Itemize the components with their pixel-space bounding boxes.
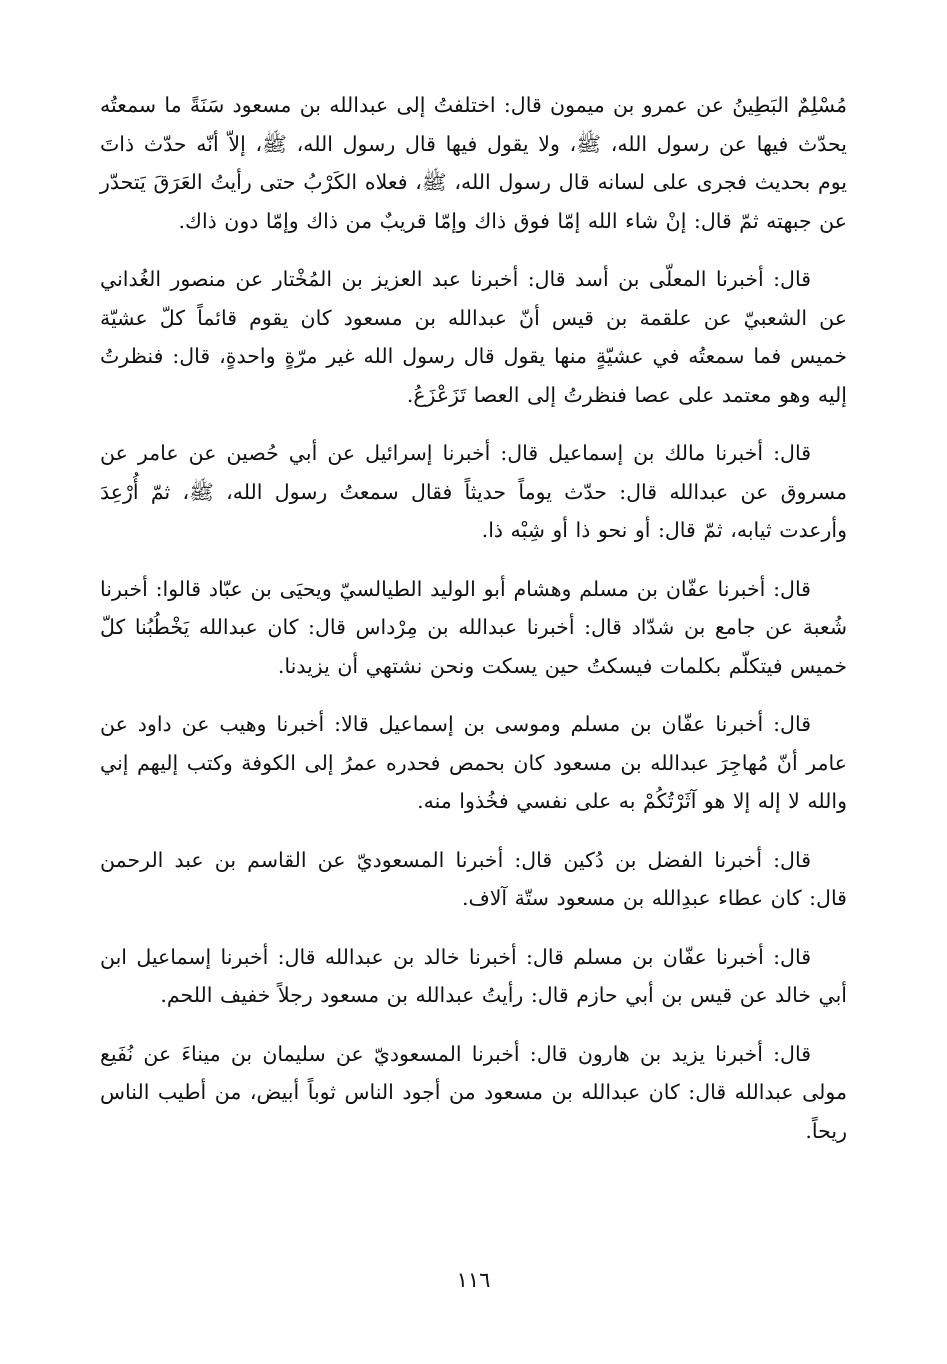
page-number: ١١٦ — [456, 1268, 491, 1292]
paragraph-3: قال: أخبرنا مالك بن إسماعيل قال: أخبرنا إسرائيل عن أبي حُصين عن عامر عن مسروق عن عبدالله قال: حدّث يوماً حديثاً فقال سمعتُ رسول الله، ﷺ، ثمّ أُرْعِدَ وأرعدت ثيابه، ثمّ قال: أو نحو ذا أو شِبْه ذا. — [100, 441, 847, 542]
paragraph-7: قال: أخبرنا عفّان بن مسلم قال: أخبرنا خالد بن عبدالله قال: أخبرنا إسماعيل ابن أبي خالد عن قيس بن أبي حازم قال: رأيتُ عبدالله بن مسعود رجلاً خفيف اللحم. — [100, 944, 847, 1007]
paragraph-6: قال: أخبرنا الفضل بن دُكين قال: أخبرنا المسعوديّ عن القاسم بن عبد الرحمن قال: كان عطاء عبدِالله بن مسعود ستّة آلاف. — [100, 847, 847, 910]
paragraph-8: قال: أخبرنا يزيد بن هارون قال: أخبرنا المسعوديّ عن سليمان بن ميناءَ عن نُفَيع مولى عبدالله قال: كان عبدالله بن مسعود من أجود الناس ثوباً أبيض، من أطيب الناس ريحاً. — [100, 1041, 847, 1143]
paragraph-5: قال: أخبرنا عفّان بن مسلم وموسى بن إسماعيل قالا: أخبرنا وهيب عن داود عن عامر أنّ مُهاجِرَ عبدالله بن مسعود كان بحمص فحدره عمرُ إلى الكوفة وكتب إليهم إني والله لا إله إلا هو آثَرْتُكُمْ به على نفسي فخُذوا منه. — [100, 712, 847, 813]
page-body — [100, 86, 847, 1170]
paragraph-1: مُسْلِمٌ البَطِينُ عن عمرو بن ميمون قال: اختلفتُ إلى عبدالله بن مسعود سَنَةً ما سمعتُه يحدّث فيها عن رسول الله، ﷺ، ولا يقول فيها قال رسول الله، ﷺ، إلاّ أنّه حدّث ذاتَ يوم بحديث فجرى على لسانه قال رسول الله، ﷺ، فعلاه الكَرْبُ حتى رأيتُ العَرَقَ يَتحدّر عن جبهته ثمّ قال: إنْ شاء الله إمّا فوق ذاك وإمّا قريبٌ من ذاك وإمّا دون ذاك. — [100, 93, 847, 233]
paragraph-2: قال: أخبرنا المعلّى بن أسد قال: أخبرنا عبد العزيز بن المُخْتار عن منصور الغُداني عن الشعبيّ عن علقمة بن قيس أنّ عبدالله بن مسعود كان يقوم قائماً كلّ عشيّة خميس فما سمعتُه في عشيّةٍ منها يقول قال رسول الله غير مرّةٍ واحدةٍ، قال: فنظرتُ إليه وهو معتمد على عصا فنظرتُ إلى العصا تَزَعْزَعُ. — [100, 267, 847, 407]
paragraph-4: قال: أخبرنا عفّان بن مسلم وهشام أبو الوليد الطيالسيّ ويحيَى بن عبّاد قالوا: أخبرنا شُعبة عن جامع بن شدّاد قال: أخبرنا عبدالله بن مِرْداس قال: كان عبدالله يَخْطُبُنا كلّ خميس فيتكلّم بكلمات فيسكتُ حين يسكت ونحن نشتهي أن يزيدنا. — [100, 576, 847, 678]
